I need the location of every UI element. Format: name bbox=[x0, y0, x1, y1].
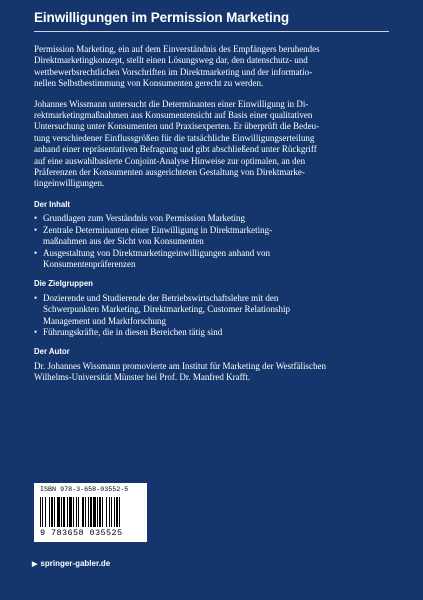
barcode-bar bbox=[111, 497, 112, 527]
isbn-barcode bbox=[34, 483, 147, 542]
arrow-right-icon: ▶ bbox=[32, 560, 38, 568]
barcode-bar bbox=[40, 497, 41, 527]
zielgruppen-list bbox=[34, 293, 388, 339]
barcode-bar bbox=[45, 497, 46, 527]
cover-title: Einwilligungen im Permission Marketing bbox=[34, 10, 289, 25]
publisher-label: springer-gabler.de bbox=[40, 559, 111, 568]
list-item: • Ausgestaltung von Direktmarketingeinwilligungen anhand von Konsumentenpräferenzen bbox=[34, 248, 388, 271]
cover-text bbox=[34, 44, 388, 384]
barcode-bar bbox=[99, 497, 101, 527]
author-bio: Dr. Johannes Wissmann promovierte am Institut für Marketing der Westfälischen Wilhelms-Universität Münster bei Prof. Dr. Manfred Krafft. bbox=[34, 360, 327, 383]
barcode-bar bbox=[119, 497, 120, 527]
barcode-bar bbox=[88, 497, 89, 527]
barcode-bar bbox=[109, 497, 110, 527]
barcode-bar bbox=[49, 497, 50, 527]
inhalt-list bbox=[34, 213, 388, 270]
intro-paragraph: Permission Marketing, ein auf dem Einverständnis des Empfängers beruhendes Direktmarketingkonzept, stellt einen Lösungsweg dar, den datenschutz- und wettbewerbsrechtlichen Vorschriften im Direktmarketing und der informatio- nellen Selbstbestimmung von Konsumenten gerecht zu werden. bbox=[34, 44, 320, 89]
isbn-label: ISBN 978-3-658-03552-5 bbox=[40, 486, 129, 494]
intro-paragraph: Johannes Wissmann untersucht die Determinanten einer Einwilligung in Di- rektmarketingmaßnahmen aus Konsumentensicht auf Basis einer qualitativen Untersuchung unter Konsumenten und Praxisexperten. Er überprüft die Bedeu- tung verschiedener Einflussgrößen für die tatsächliche Einwilligungserteilung anhand einer repräsentativen Befragung und gibt abschließend unter Rückgriff auf eine auswahlbasierte Conjoint-Analyse Hinweise zur optimalen, an den Präferenzen der Konsumenten ausgerichteten Gestaltung von Direktmarke- tingeinwilligungen. bbox=[34, 98, 320, 189]
publisher-url[interactable] bbox=[32, 559, 110, 568]
barcode-bar bbox=[116, 497, 118, 527]
title-divider bbox=[34, 31, 389, 32]
barcode-bar bbox=[78, 497, 79, 527]
list-item: • Dozierende und Studierende der Betriebswirtschaftslehre mit den Schwerpunkten Marketing, Direktmarketing, Customer Relationship Management und Marktforschung bbox=[34, 293, 388, 327]
list-item: • Zentrale Determinanten einer Einwilligung in Direktmarketing- maßnahmen aus der Sicht von Konsumenten bbox=[34, 225, 388, 248]
barcode-bar bbox=[67, 497, 68, 527]
section-heading-inhalt: Der Inhalt bbox=[34, 199, 70, 209]
barcode-bar bbox=[90, 497, 92, 527]
barcode-bar bbox=[63, 497, 65, 527]
list-item: • Führungskräfte, die in diesen Bereichen tätig sind bbox=[34, 327, 388, 338]
barcode-digits: 9 783658 035525 bbox=[40, 528, 123, 538]
barcode-bar bbox=[85, 497, 86, 527]
barcode-bars bbox=[40, 497, 141, 527]
barcode-bar bbox=[97, 497, 98, 527]
barcode-bar bbox=[69, 497, 72, 527]
barcode-bar bbox=[54, 497, 55, 527]
section-heading-autor: Der Autor bbox=[34, 347, 70, 357]
barcode-bar bbox=[57, 497, 60, 527]
barcode-bar bbox=[61, 497, 62, 527]
barcode-bar bbox=[93, 497, 96, 527]
barcode-bar bbox=[82, 497, 84, 527]
barcode-bar bbox=[73, 497, 74, 527]
barcode-bar bbox=[51, 497, 53, 527]
barcode-bar bbox=[102, 497, 103, 527]
list-item: • Grundlagen zum Verständnis von Permission Marketing bbox=[34, 213, 388, 224]
barcode-bar bbox=[42, 497, 43, 527]
section-heading-zielgruppen: Die Zielgruppen bbox=[34, 279, 93, 289]
barcode-bar bbox=[76, 497, 77, 527]
barcode-bar bbox=[106, 497, 107, 527]
barcode-bar bbox=[114, 497, 115, 527]
